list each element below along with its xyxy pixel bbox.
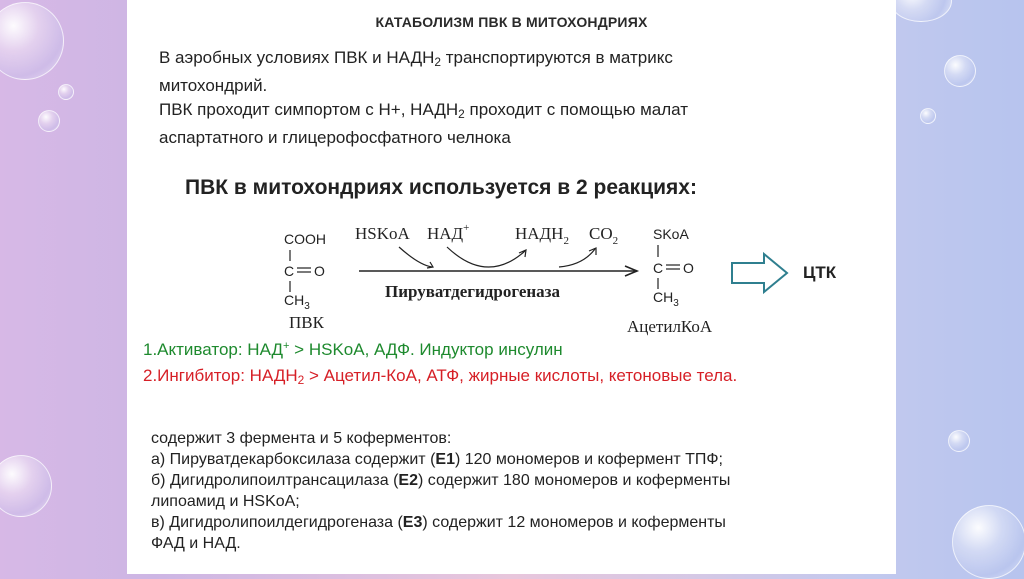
enzyme-text: ) содержит 180 мономеров и коферменты [417,472,731,489]
enzyme-item-e2-cont: липоамид и HSKoA; [151,493,300,510]
block-arrow-icon [732,254,787,292]
co-text: CO [589,224,613,243]
acetyl-skoa: SKoA [653,226,689,242]
enzyme-intro: содержит 3 фермента и 5 коферментов: [151,430,452,447]
intro-line [159,98,879,126]
bubble-decoration [948,430,970,452]
subscript: 2 [297,373,305,387]
pvk-ch3 [284,292,310,312]
intro-text-part: транспортируются в матрикс [441,48,673,67]
acetyl-carbon: C [653,260,664,276]
curved-arrow-icon [447,247,525,267]
subscript: 3 [673,298,679,309]
enzyme-item-e3-cont: ФАД и НАД. [151,535,241,552]
enzyme-text: а) Пируватдекарбоксилаза содержит ( [151,451,436,468]
enzyme-code: Е1 [435,451,455,468]
enzyme-code: Е2 [398,472,418,489]
subscript: 2 [563,235,569,247]
bubble-decoration [920,108,936,124]
enzyme-label: Пируватдегидрогеназа [385,282,560,301]
bubble-decoration [58,84,74,100]
enzyme-code: Е3 [402,514,423,531]
pvk-carbon: C [284,263,295,279]
inhibitor-line [143,364,887,392]
page-title: КАТАБОЛИЗМ ПВК В МИТОХОНДРИЯХ [375,14,648,30]
intro-text-part: В аэробных условиях ПВК и НАДН [159,48,435,67]
co2-label [589,224,618,247]
nad-label [427,222,469,243]
hskoa-label: HSKoA [355,224,410,243]
arrowhead-icon [427,262,433,268]
ch-text: CH [284,292,305,308]
enzyme-text: ) 120 мономеров и кофермент ТПФ; [454,451,723,468]
nadh-label [515,224,569,247]
enzyme-text: б) Дигидролипоилтрансацилаза ( [151,472,399,489]
curved-arrow-icon [559,249,595,267]
enzyme-item-e1 [151,449,891,470]
intro-line [159,46,879,74]
enzyme-item-e3 [151,512,891,533]
intro-line: митохондрий. [159,76,268,95]
subscript: 2 [434,55,441,69]
bubble-decoration [38,110,60,132]
activator-text: 1.Активатор: НАД [143,340,283,359]
intro-text-part: ПВК проходит симпортом с Н+, НАДН [159,100,459,119]
bubble-decoration [944,55,976,87]
curved-arrow-icon [399,247,432,267]
intro-text-part: проходит с помощью малат [464,100,689,119]
pvk-oxygen: O [314,263,325,279]
subscript: 3 [304,301,310,312]
inhibitor-text: 2.Ингибитор: НАДН [143,366,298,385]
enzyme-list [151,428,891,554]
slide [127,0,896,574]
activator-text: > HSKoA, АДФ. Индуктор инсулин [289,340,563,359]
activator-line [143,340,563,360]
subscript: 2 [458,107,465,121]
reaction-diagram [127,215,896,340]
acetyl-oxygen: O [683,260,694,276]
intro-text [159,46,879,150]
intro-line: аспартатного и глицерофосфатного челнока [159,128,511,147]
bubble-decoration [0,2,64,80]
pvk-label: ПВК [289,313,324,332]
enzyme-item-e2 [151,470,891,491]
bubble-decoration [952,505,1024,579]
pvk-cooh: COOH [284,231,326,247]
superscript: + [283,340,290,352]
acetyl-ch3 [653,289,679,309]
bubble-decoration [890,0,952,22]
superscript: + [463,222,470,234]
nad-text: НАД [427,224,464,243]
subscript: 2 [612,235,619,247]
enzyme-text: ) содержит 12 мономеров и коферменты [422,514,726,531]
bubble-decoration [0,455,52,517]
enzyme-text: в) Дигидролипоилдегидрогеназа ( [151,514,403,531]
inhibitor-text: > Ацетил-КоА, АТФ, жирные кислоты, кетоновые тела. [304,366,738,385]
ch-text: CH [653,289,674,305]
nadh-text: НАДН [515,224,564,243]
acetyl-label: АцетилКоА [627,317,713,336]
section-heading: ПВК в митохондриях используется в 2 реакциях: [185,176,697,199]
tca-label: ЦТК [803,263,837,282]
reaction-scheme [127,215,896,340]
